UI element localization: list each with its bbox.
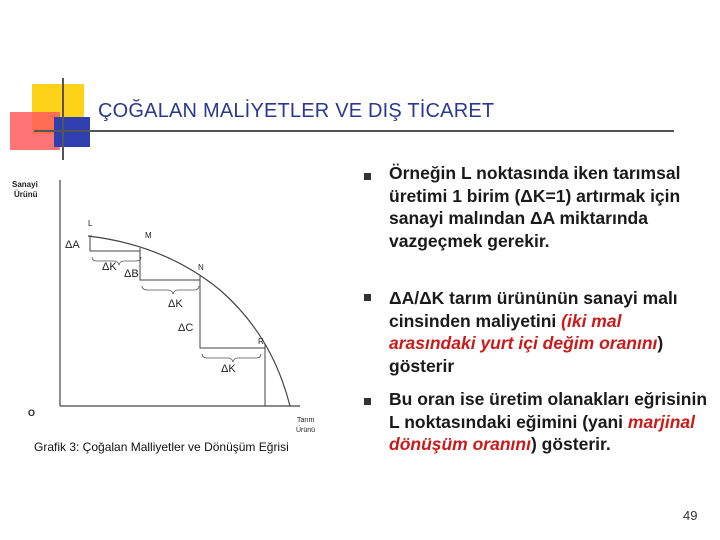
delta-k-label-2: ΔK bbox=[168, 298, 183, 310]
delta-k-label-3: ΔK bbox=[221, 363, 236, 375]
point-l-label: L bbox=[88, 219, 93, 228]
bullet-square-icon bbox=[364, 396, 374, 406]
bullet-2-emphasis: (iki mal arasındaki yurt içi değim oranını bbox=[389, 310, 658, 354]
page-number: 49 bbox=[683, 508, 698, 523]
bullet-text-2 bbox=[389, 287, 709, 377]
title-decoration-blue bbox=[54, 117, 90, 147]
point-n-label: N bbox=[198, 263, 204, 272]
bullet-2-text: ΔA/ΔK tarım ürününün sanayi malı cinsinden maliyetini bbox=[389, 288, 678, 331]
delta-b-label: ΔB bbox=[124, 268, 139, 280]
origin-label: O bbox=[28, 408, 36, 418]
title-underline bbox=[34, 130, 674, 132]
bullet-text-1: Örneğin L noktasında iken tarımsal üretimi 1 birim (ΔK=1) artırmak için sanayi malından ΔA miktarında vazgeçmek gerekir. bbox=[389, 163, 681, 251]
delta-k-label-1: ΔK bbox=[102, 261, 117, 273]
y-axis-label-line-1: Sanayi bbox=[12, 180, 38, 189]
brace-delta-k-2 bbox=[142, 286, 199, 294]
production-possibility-graph bbox=[0, 160, 360, 460]
bullet-square-icon bbox=[364, 171, 374, 181]
delta-a-label: ΔA bbox=[65, 239, 80, 251]
bullet-3-text: Bu oran ise üretim olanakları eğrisinin L noktasındaki eğimini (yani bbox=[389, 389, 708, 432]
delta-c-label: ΔC bbox=[178, 322, 194, 334]
bullet-3-emphasis: marjinal dönüşüm oranını bbox=[389, 411, 696, 455]
bullet-square-icon bbox=[364, 292, 374, 302]
bullet-3-text-end: ) gösterir. bbox=[530, 434, 611, 455]
point-r-label: R bbox=[258, 337, 264, 346]
x-axis-label-line-1: Tarım bbox=[297, 417, 315, 424]
title-decoration-vertical-line bbox=[62, 78, 64, 160]
slide-title: ÇOĞALAN MALİYETLER VE DIŞ TİCARET bbox=[98, 100, 495, 122]
point-m-label: M bbox=[145, 231, 152, 240]
y-axis-label-line-2: Ürünü bbox=[14, 190, 38, 199]
bullet-2-text-end: ) gösterir bbox=[389, 333, 664, 376]
bullet-text-3 bbox=[389, 388, 709, 456]
graph-caption: Grafik 3: Çoğalan Malliyetler ve Dönüşüm Eğrisi bbox=[34, 440, 289, 454]
x-axis-label-line-2: Ürünü bbox=[296, 427, 316, 434]
frontier-curve bbox=[88, 236, 290, 406]
brace-delta-k-3 bbox=[202, 354, 261, 362]
